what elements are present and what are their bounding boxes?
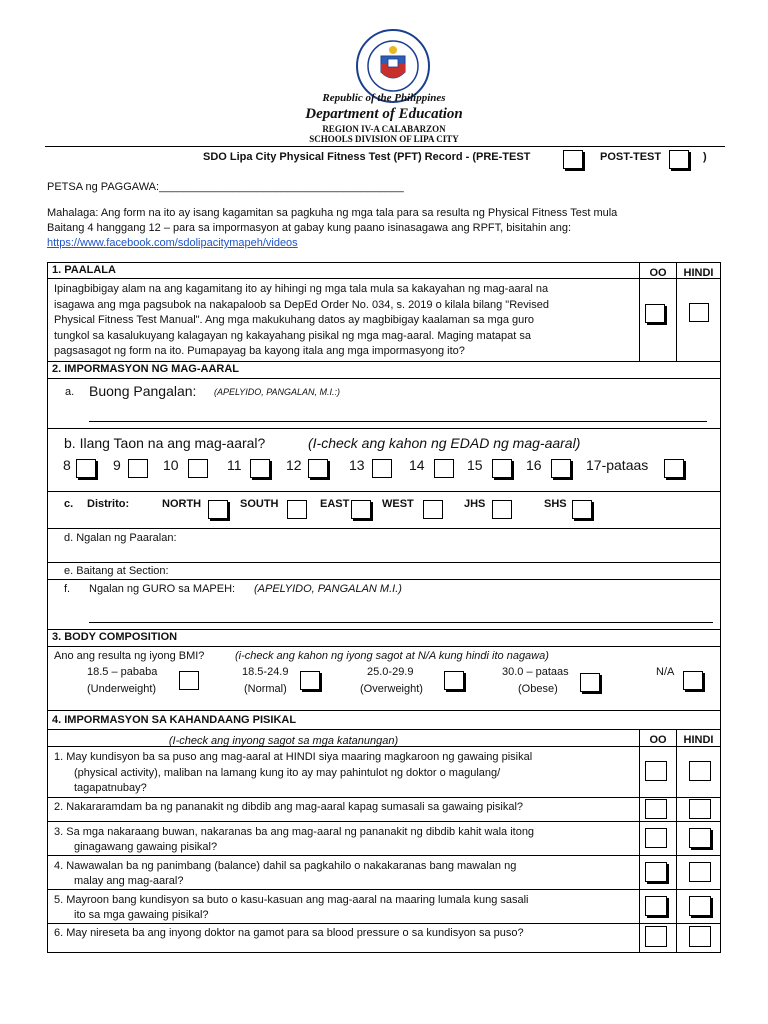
republic-text: Republic of the Philippines — [322, 92, 446, 104]
sec1-title: 1. PAALALA — [52, 264, 116, 276]
sec2-e-cell[interactable] — [47, 562, 721, 580]
sec1-oo-cell — [639, 262, 677, 279]
sec2-c-cell — [47, 491, 721, 529]
bmi-obese-label: (Obese) — [518, 683, 558, 695]
mahalaga-line1: Mahalaga: Ang form na ito ay isang kagamitan sa pagkuha ng mga tala para sa resulta ng Physical Fitness Test mula — [47, 207, 618, 219]
sec4-hindi-header: HINDI — [683, 734, 714, 746]
distrito-label: Distrito: — [87, 498, 130, 510]
region-text: REGION IV-A CALABARZON — [322, 124, 446, 134]
sec1-title-cell — [47, 262, 640, 279]
sec2-title: 2. IMPORMASYON NG MAG-AARAL — [52, 363, 239, 375]
q3-hindi-checkbox[interactable] — [689, 828, 711, 848]
q3-line2: ginagawang gawaing pisikal? — [74, 841, 218, 853]
district-east-checkbox[interactable] — [351, 500, 371, 519]
table-row — [47, 855, 640, 890]
table-row — [47, 797, 640, 822]
sec1-hindi-header: HINDI — [683, 267, 714, 279]
buong-pangalan-label: Buong Pangalan: — [89, 383, 197, 399]
bmi-underweight-range: 18.5 – pababa — [87, 666, 158, 678]
sec1-hindi-cell — [676, 262, 721, 279]
q6-line1: 6. May nireseta ba ang inyong doktor na gamot para sa blood pressure o sa kundisyon sa puso? — [54, 927, 524, 939]
sec1-hindi-checkbox[interactable] — [689, 303, 709, 322]
edad-hint: (I-check ang kahon ng EDAD ng mag-aaral) — [308, 435, 581, 451]
sec2-a-label: a. — [65, 386, 75, 398]
sec1-line1: Ipinagbibigay alam na ang kagamitang ito ay hihingi ng mga tala mula sa kakayahan ng mag-aaral na — [54, 283, 549, 295]
header-divider — [45, 146, 725, 147]
sec2-c-label: c. — [64, 498, 74, 510]
sec4-oo-header: OO — [649, 734, 667, 746]
sec1-line3: Physical Fitness Test Manual". Ang mga makukuhang datos ay magbibigay kaalaman sa mga guro — [54, 314, 535, 326]
table-row — [47, 821, 640, 856]
form-title: SDO Lipa City Physical Fitness Test (PFT) Record - (PRE-TEST — [203, 151, 531, 163]
guro-label: Ngalan ng GURO sa MAPEH: — [89, 583, 236, 595]
sec1-line4: tungkol sa kasalukuyang kalagayan ng kakayahang pisikal ng mga mag-aaral. Maging matapat sa — [54, 329, 531, 342]
guro-line[interactable] — [89, 622, 713, 623]
bmi-obese-range: 30.0 – pataas — [502, 666, 569, 678]
sec2-f-cell — [47, 579, 721, 630]
sec3-title: 3. BODY COMPOSITION — [52, 631, 178, 643]
q2-oo-checkbox[interactable] — [645, 799, 667, 819]
sec4-oo-cell — [639, 729, 677, 747]
age-16-label: 16 — [526, 457, 542, 473]
age-8-label: 8 — [63, 457, 71, 473]
bmi-hint: (i-check ang kahon ng iyong sagot at N/A kung hindi ito nagawa) — [235, 650, 549, 662]
q1-oo-checkbox[interactable] — [645, 761, 667, 781]
post-test-label: POST-TEST — [600, 151, 662, 163]
q4-hindi-checkbox[interactable] — [689, 862, 711, 882]
petsa-field[interactable]: PETSA ng PAGGAWA:________________________________________ — [47, 181, 404, 193]
q1-hindi-checkbox[interactable] — [689, 761, 711, 781]
post-test-checkbox[interactable] — [669, 150, 689, 169]
sec4-hint: (I-check ang inyong sagot sa mga katanungan) — [168, 735, 399, 747]
division-text: SCHOOLS DIVISION OF LIPA CITY — [309, 134, 459, 144]
bmi-na-label: N/A — [656, 666, 675, 678]
bmi-overweight-checkbox[interactable] — [444, 671, 464, 690]
q1-line3: tagapatnubay? — [74, 782, 147, 794]
sec2-d-cell[interactable] — [47, 528, 721, 563]
q1-line1: 1. May kundisyon ba sa puso ang mag-aaral at HINDI siya maaring magkaroon ng gawaing pisikal — [54, 751, 533, 763]
title-close: ) — [703, 151, 707, 163]
department-title: Department of Education — [305, 106, 463, 122]
district-north-label: NORTH — [162, 498, 202, 510]
bmi-overweight-range: 25.0-29.9 — [367, 666, 414, 678]
buong-pangalan-hint: (APELYIDO, PANGALAN, M.I.:) — [214, 387, 341, 397]
sec1-oo-header: OO — [649, 267, 667, 279]
sec1-oo-checkbox[interactable] — [645, 304, 665, 323]
bmi-underweight-checkbox[interactable] — [179, 671, 199, 690]
district-south-label: SOUTH — [240, 498, 279, 510]
district-east-label: EAST — [320, 498, 350, 510]
age-9-label: 9 — [113, 457, 121, 473]
baitang-label: e. Baitang at Section: — [64, 565, 169, 577]
mahalaga-line2: Baitang 4 hanggang 12 – para sa impormasyon at gabay kung paano isinasagawa ang RPFT, bisitahin ang: — [47, 222, 572, 234]
age-17-label: 17-pataas — [586, 457, 649, 473]
age-12-label: 12 — [286, 457, 302, 473]
age-14-checkbox[interactable] — [434, 459, 454, 478]
q4-oo-checkbox[interactable] — [645, 862, 667, 882]
q4-line1: 4. Nawawalan ba ng panimbang (balance) dahil sa pagkahilo o nakakaranas bang mawalan ng — [54, 860, 517, 872]
sec1-body — [47, 278, 640, 362]
age-17-checkbox[interactable] — [664, 459, 684, 478]
bmi-obese-checkbox[interactable] — [580, 673, 600, 692]
sec2-a-cell — [47, 378, 721, 429]
age-10-label: 10 — [163, 457, 179, 473]
district-jhs-label: JHS — [464, 498, 486, 510]
district-west-checkbox[interactable] — [423, 500, 443, 519]
bmi-normal-range: 18.5-24.9 — [242, 666, 289, 678]
bmi-normal-checkbox[interactable] — [300, 671, 320, 690]
table-row — [47, 746, 640, 798]
bmi-na-checkbox[interactable] — [683, 671, 703, 690]
sec2-title-cell — [47, 361, 721, 379]
district-jhs-checkbox[interactable] — [492, 500, 512, 519]
buong-pangalan-line[interactable] — [89, 421, 707, 422]
table-row — [47, 923, 640, 953]
bmi-question: Ano ang resulta ng iyong BMI? — [54, 650, 205, 662]
q4-line2: malay ang mag-aaral? — [74, 875, 184, 887]
rpft-video-link[interactable]: https://www.facebook.com/sdolipacitymapeh/videos — [47, 237, 298, 249]
age-11-label: 11 — [227, 457, 242, 473]
sec4-title: 4. IMPORMASYON SA KAHANDAANG PISIKAL — [52, 714, 297, 726]
q3-oo-checkbox[interactable] — [645, 828, 667, 848]
age-10-checkbox[interactable] — [188, 459, 208, 478]
edad-question: b. Ilang Taon na ang mag-aaral? — [64, 435, 266, 451]
age-13-label: 13 — [349, 457, 365, 473]
q6-hindi-checkbox[interactable] — [689, 926, 711, 947]
q6-oo-checkbox[interactable] — [645, 926, 667, 947]
age-8-checkbox[interactable] — [76, 459, 96, 478]
pre-test-checkbox[interactable] — [563, 150, 583, 169]
sec3-title-cell — [47, 629, 721, 647]
sec1-line2: isagawa ang mga pagsubok na nakapaloob sa DepEd Order No. 034, s. 2019 o kilala bilang "Revised — [54, 298, 549, 311]
guro-hint: (APELYIDO, PANGALAN M.I.) — [254, 583, 402, 595]
q5-line2: ito sa mga gawaing pisikal? — [74, 909, 209, 921]
age-14-label: 14 — [409, 457, 425, 473]
age-9-checkbox[interactable] — [128, 459, 148, 478]
q5-line1: 5. Mayroon bang kundisyon sa buto o kasu-kasuan ang mag-aaral na maaring lumala kung sasali — [54, 894, 529, 906]
q5-hindi-checkbox[interactable] — [689, 896, 711, 916]
district-south-checkbox[interactable] — [287, 500, 307, 519]
q1-line2: (physical activity), maliban na lamang kung ito ay may pahintulot ng doktor o magulang/ — [74, 767, 501, 779]
bmi-normal-label: (Normal) — [244, 683, 287, 695]
sec1-line5: pagsasagot ng form na ito. Pumapayag ba kayong itala ang mga impormasyong ito? — [54, 345, 465, 357]
sec4-hint-cell — [47, 729, 640, 747]
q3-line1: 3. Sa mga nakaraang buwan, nakaranas ba ang mag-aaral ng pananakit ng dibdib kahit wala itong — [54, 826, 535, 838]
age-15-label: 15 — [467, 457, 483, 473]
age-12-checkbox[interactable] — [308, 459, 328, 478]
sec4-hindi-cell — [676, 729, 721, 747]
age-16-checkbox[interactable] — [551, 459, 571, 478]
district-shs-checkbox[interactable] — [572, 500, 592, 519]
sec2-f-label: f. — [64, 583, 71, 595]
q5-oo-checkbox[interactable] — [645, 896, 667, 916]
q2-line1: 2. Nakararamdam ba ng pananakit ng dibdib ang mag-aaral kapag sumasali sa gawaing pisikal? — [54, 801, 524, 813]
age-13-checkbox[interactable] — [372, 459, 392, 478]
district-west-label: WEST — [382, 498, 414, 510]
age-11-checkbox[interactable] — [250, 459, 270, 478]
bmi-overweight-label: (Overweight) — [360, 683, 423, 695]
sec4-title-cell — [47, 710, 721, 730]
table-row — [47, 889, 640, 924]
q2-hindi-checkbox[interactable] — [689, 799, 711, 819]
bmi-underweight-label: (Underweight) — [87, 683, 157, 695]
sec3-body — [47, 646, 721, 711]
paaralan-label: d. Ngalan ng Paaralan: — [64, 532, 177, 544]
district-north-checkbox[interactable] — [208, 500, 228, 519]
age-15-checkbox[interactable] — [492, 459, 512, 478]
district-shs-label: SHS — [544, 498, 567, 510]
